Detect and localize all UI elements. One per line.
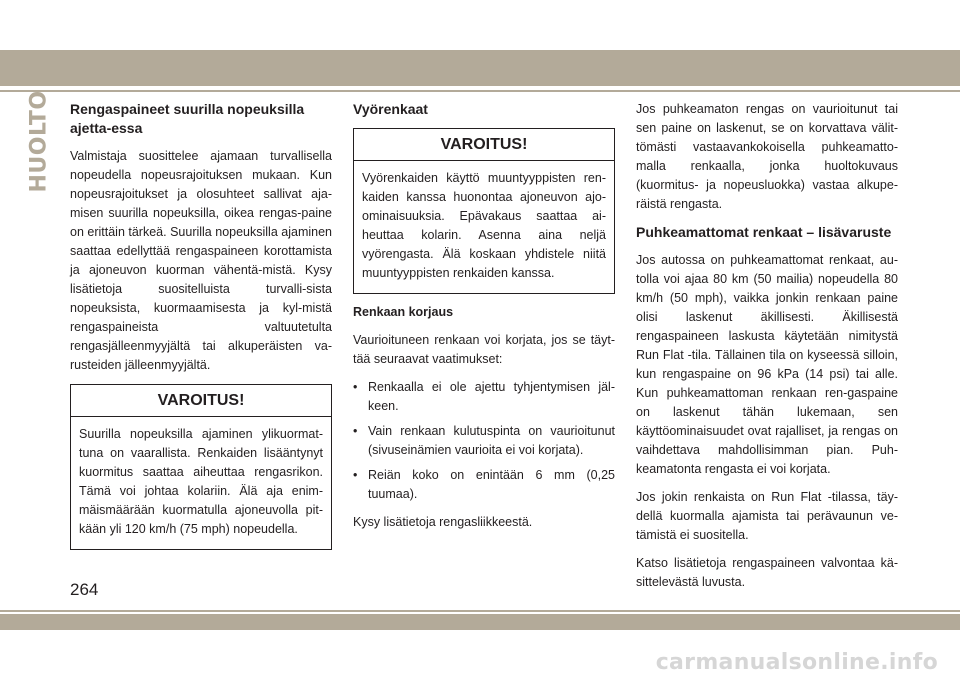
footer-rule: [0, 610, 960, 612]
heading-run-flat-tires: Puhkeamattomat renkaat – lisävaruste: [636, 224, 892, 240]
warning-body: Suurilla nopeuksilla ajaminen ylikuormat-tuna on vaarallista. Renkaiden lisääntynyt kuormitus saattaa aiheuttaa rengasrikon. Tämä voi johtaa kolariin. Älä aja enim-mäismäärään kuormatulla ajoneuvolla pit-kään yli 120 km/h (75 mph) nopeudella.: [79, 427, 323, 536]
section-tab: [26, 89, 52, 193]
section-tab-label: HUOLTO: [26, 89, 52, 193]
paragraph-high-speed: Valmistaja suosittelee ajamaan turvallisella nopeudella nopeusrajoituksen mukaan. Kun nopeusrajoitukset ja olosuhteet sallivat aja-misen suurilla nopeuksilla, oikea rengas-paine on erittäin tärkeä. Suurilla nopeuksilla ajaminen saattaa edellyttää rengaspaineen korottamista ja ajoneuvon kuorman vähentä-mistä. Kysy lisätietoja suositelluista turvalli-sista nopeuksista, kuormaamisesta ja kyl-mistä rengaspaineista valtuutetulta rengasjälleenmyyjältä tai alkuperäisten va-rusteiden jälleenmyyjältä.: [70, 149, 332, 372]
column-2: [353, 100, 615, 541]
subheading-tire-repair: Renkaan korjaus: [353, 305, 454, 319]
warning-title: VAROITUS!: [71, 385, 331, 417]
list-item: • Vain renkaan kulutuspinta on vaurioitunut (sivuseinämien vaurioita ei voi korjata).: [353, 422, 615, 460]
warning-title: VAROITUS!: [354, 129, 614, 161]
paragraph-run-flat-load: Jos jokin renkaista on Run Flat -tilassa, täy-dellä kuormalla ajamista tai perävaunun ve-tämistä ei suositella.: [636, 490, 898, 542]
list-item: • Reiän koko on enintään 6 mm (0,25 tuumaa).: [353, 466, 615, 504]
heading-high-speed-tire-pressure: Rengaspaineet suurilla nopeuksilla ajetta-essa: [70, 101, 305, 136]
footer-band: [0, 614, 960, 630]
watermark: carmanualsonline.info: [655, 650, 938, 675]
paragraph-repair-closing: Kysy lisätietoja rengasliikkeestä.: [353, 515, 533, 529]
paragraph-replace-tire: Jos puhkeamaton rengas on vaurioitunut tai sen paine on laskenut, se on korvattava välit-tömästi vastaavankokoisella puhkeamatto-malla renkaalla, jonka huoltokuvaus (kuormitus- ja nopeusluokka) vastaa alkupe-räistä rengasta.: [636, 102, 898, 211]
paragraph-repair-intro: Vaurioituneen renkaan voi korjata, jos se täyt-tää seuraavat vaatimukset:: [353, 333, 615, 366]
paragraph-run-flat: Jos autossa on puhkeamattomat renkaat, au-tolla voi ajaa 80 km (50 mailia) nopeudella 80 km/h (50 mph), vaikka jonkin renkaan paine olisi laskenut äkillisesti. Äkillisestä rengaspaineen laskusta käytetään nimitystä Run Flat -tila. Tällainen tila on kyseessä silloin, kun rengaspaine on 96 kPa (14 psi) tai alle. Kun puhkeamattoman renkaan ren-gaspaine on laskenut tähän lukemaan, sen käyttöominaisuudet ovat rajalliset, ja rengas on vaihdettava mahdollisimman pian. Puh-keamatonta rengasta ei voi korjata.: [636, 253, 898, 476]
header-rule: [0, 90, 960, 92]
warning-box-high-speed: [70, 384, 332, 550]
heading-radial-tires: Vyörenkaat: [353, 101, 428, 117]
list-item: • Renkaalla ei ole ajettu tyhjentymisen jäl-keen.: [353, 378, 615, 416]
page-number: 264: [70, 580, 99, 599]
column-3: [636, 100, 898, 601]
warning-box-radial: [353, 128, 615, 294]
repair-requirements-list: [353, 378, 615, 504]
warning-body: Vyörenkaiden käyttö muuntyyppisten ren-kaiden kanssa huonontaa ajoneuvon ajo-ominaisuuksia. Epävakaus saattaa ai-heuttaa kolarin. Asenna aina neljä vyörengasta. Älä koskaan yhdistele niitä muuntyyppisten renkaiden kanssa.: [362, 171, 606, 280]
paragraph-see-more: Katso lisätietoja rengaspaineen valvontaa kä-sittelevästä luvusta.: [636, 556, 898, 589]
header-band: [0, 50, 960, 86]
column-1: [70, 100, 332, 559]
